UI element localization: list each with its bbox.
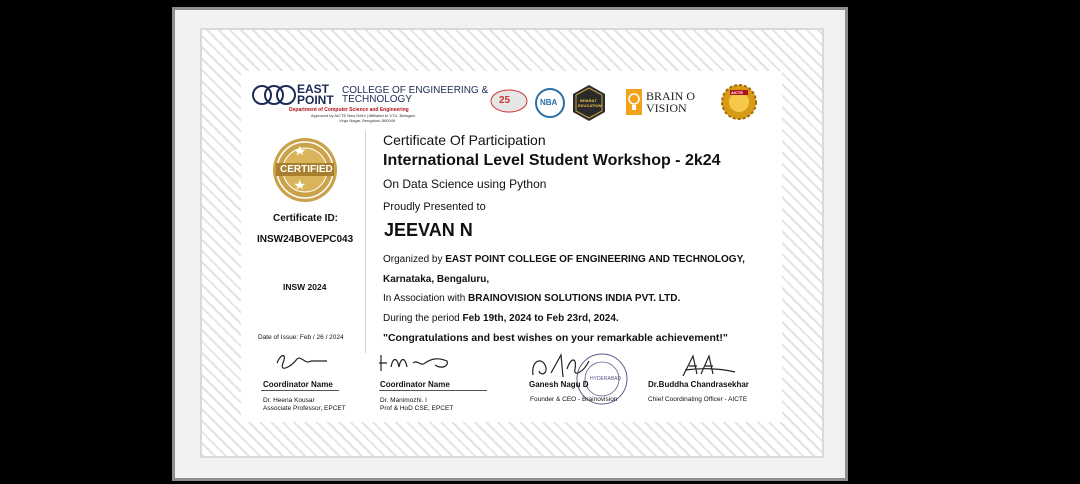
brainovision-line1: BRAIN O [646,89,696,103]
nba-badge [535,88,565,118]
bharat-text-1: BHARAT [580,98,597,103]
signature-name-1: Dr. Heena Kousar [263,397,315,404]
recipient-name: JEEVAN N [384,220,473,240]
signature-role-1: Associate Professor, EPCET [263,405,346,412]
signature-name-3: Founder & CEO - Brainovision [530,396,618,403]
anniversary-badge-text: 25 [499,95,511,106]
anniversary-badge [489,89,529,113]
college-department: Department of Computer Science and Engineering [289,107,409,113]
stamp-text: HYDERABAD [590,376,622,382]
signature-2 [377,351,453,375]
signature-name-4: Chief Coordinating Officer - AICTE [648,396,748,403]
signature-line-2 [379,390,487,391]
certified-seal [272,137,338,203]
college-approval: Approved by AICTE New Delhi | Affiliated to VTU, Belagavi. [311,113,417,118]
period [383,313,619,324]
signature-3 [527,351,597,383]
certificate-id-label: Certificate ID: [273,213,339,224]
event-topic: On Data Science using Python [383,177,547,191]
certificate-id: INSW24BOVEPC043 [257,234,354,245]
college-name-line1: EAST [297,82,330,96]
college-address: Virgo Nagar, Bengaluru-560049 [339,118,396,123]
logo-row [241,71,782,131]
congratulations-text: "Congratulations and best wishes on your remarkable achievement!" [383,332,728,344]
signature-1 [271,349,331,371]
event-name: International Level Student Workshop - 2k24 [383,152,721,169]
seal-text: CERTIFIED [280,164,333,175]
signature-line-1 [261,390,339,391]
nba-badge-text: NBA [540,98,558,107]
signature-title-2: Coordinator Name [380,380,450,389]
college-full-line2: TECHNOLOGY [342,94,413,105]
signature-title-3: Ganesh Nagu D [529,380,589,389]
college-full-name [342,86,488,104]
certificate-title: Certificate Of Participation [383,132,546,148]
organizer-name: EAST POINT COLLEGE OF ENGINEERING AND TECHNOLOGY, [445,254,745,265]
certificate [241,71,782,422]
brainovision-text [646,90,695,114]
signature-title-1: Coordinator Name [263,380,333,389]
eastpoint-logo-icon [252,83,296,107]
signature-4 [679,352,739,380]
brainovision-line2: VISION [646,101,687,115]
issue-date: Date of Issue: Feb / 26 / 2024 [258,334,344,341]
college-full-line1: COLLEGE OF ENGINEERING & [342,85,489,96]
organized-by [383,254,745,265]
signature-role-2: Prof & HoD CSE, EPCET [380,405,454,412]
event-code: INSW 2024 [283,282,327,292]
association-prefix: In Association with [383,293,469,304]
association-name: BRAINOVISION SOLUTIONS INDIA PVT. LTD. [468,293,681,304]
bharat-education-badge [572,85,606,121]
aicte-logo [721,84,757,120]
brainovision-logo [624,85,708,119]
organized-by-prefix: Organized by [383,254,446,265]
bulb-icon [626,89,642,115]
aicte-text: AICTE [731,90,743,95]
signature-name-2: Dr. Manimozhi. I [380,397,427,404]
college-name-line2: POINT [297,93,334,107]
period-prefix: During the period [383,313,463,324]
signature-title-4: Dr.Buddha Chandrasekhar [648,380,749,389]
period-dates: Feb 19th, 2024 to Feb 23rd, 2024. [462,313,619,324]
divider-line [365,131,366,353]
presented-to: Proudly Presented to [383,201,486,213]
college-short-name [297,84,334,106]
bharat-text-2: EDUCATION [578,103,602,108]
association [383,293,680,304]
organizer-location: Karnataka, Bengaluru, [383,274,490,285]
